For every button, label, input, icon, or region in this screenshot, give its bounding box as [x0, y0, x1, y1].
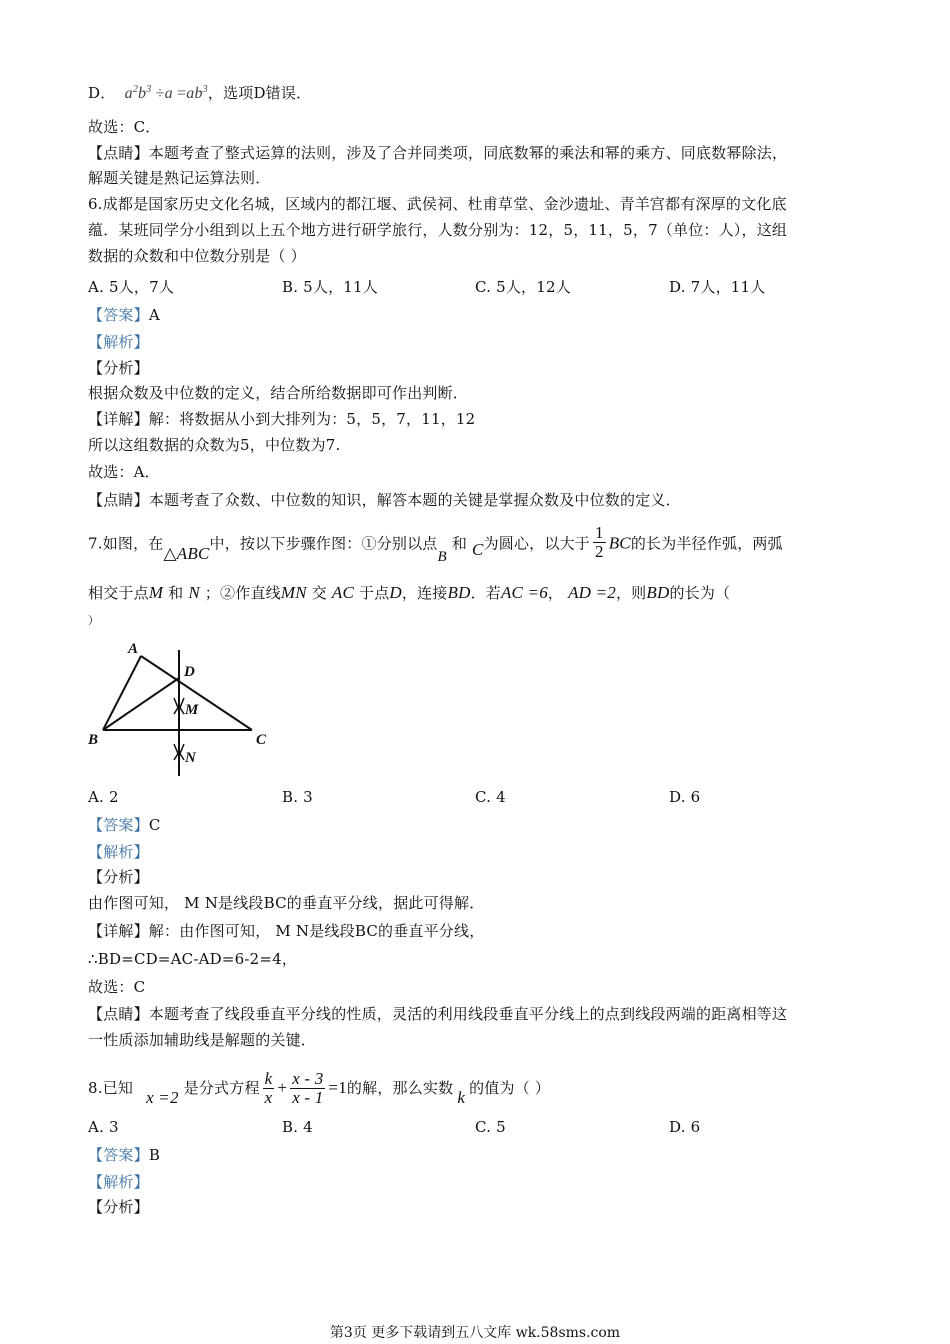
option-c: C. 4 — [475, 788, 506, 806]
label-d: D — [184, 664, 195, 680]
text-line: ） — [88, 614, 100, 627]
question-7-text: 相交于点M 和 N ；②作直线MN 交 AC 于点D，连接BD．若AC =6， AD =2，则BD的长为（ — [88, 583, 731, 602]
question-7-text: 7.如图，在△ABC中，按以下步骤作图：①分别以点B 和 C为圆心，以大于 $\frac{1}{2}$ BC的长为半径作弧，两弧 — [88, 523, 783, 565]
text-line: 【点睛】本题考查了整式运算的法则，涉及了合并同类项，同底数幂的乘法和幂的乘方、同底数幂除法， — [88, 144, 788, 162]
fenxi-label: 【分析】 — [88, 868, 149, 886]
fenxi-label: 【分析】 — [88, 359, 149, 377]
text-line: 【详解】解：将数据从小到大排列为：5，5，7，11，12 — [88, 410, 476, 428]
option-d: D. 6 — [669, 1118, 701, 1136]
text-line: 【点睛】本题考查了线段垂直平分线的性质，灵活的利用线段垂直平分线上的点到线段两端的距离相等这 — [88, 1005, 788, 1023]
text-line: 故选：A． — [88, 463, 160, 481]
option-d: D. 6 — [669, 788, 701, 806]
page-footer: 第3页 更多下载请到五八文库 wk.58sms.com — [329, 1325, 621, 1341]
answer-line: 【答案】C — [88, 816, 161, 834]
label-c: C — [256, 732, 267, 748]
fenxi-label: 【分析】 — [88, 1198, 149, 1216]
question-6-text: 数据的众数和中位数分别是（ ） — [88, 247, 306, 265]
option-c: C. 5人，12人 — [475, 278, 571, 296]
label-n: N — [185, 750, 196, 766]
text-line: 故选：C — [88, 978, 146, 996]
question-6-text: 6.成都是国家历史文化名城，区域内的都江堰、武侯祠、杜甫草堂、金沙遗址、青羊宫都有深厚的文化底 — [88, 195, 787, 213]
label-m: M — [185, 702, 199, 718]
option-c: C. 5 — [475, 1118, 506, 1136]
text-line: ∴BD=CD=AC-AD=6-2=4， — [88, 950, 298, 968]
text-line: 【点睛】本题考查了众数、中位数的知识，解答本题的关键是掌握众数及中位数的定义． — [88, 491, 681, 509]
label-a: A — [128, 641, 139, 657]
text-line: 根据众数及中位数的定义，结合所给数据即可作出判断． — [88, 384, 469, 402]
triangle-figure — [86, 638, 286, 786]
label-b: B — [88, 732, 99, 748]
text-line: 一性质添加辅助线是解题的关键． — [88, 1031, 317, 1049]
text-line: 所以这组数据的众数为5，中位数为7. — [88, 436, 341, 454]
jiexi-label: 【解析】 — [88, 1173, 149, 1191]
jiexi-label: 【解析】 — [88, 333, 149, 351]
text-line: 由作图可知， M N是线段BC的垂直平分线，据此可得解． — [88, 894, 485, 912]
option-a: A. 3 — [88, 1118, 119, 1136]
option-d: D. 7人，11人 — [669, 278, 766, 296]
answer-line: 【答案】A — [88, 306, 160, 324]
question-8-text: 8.已知 x =2 是分式方程 $\frac{k}{x}$ + $\frac{x - 3}{x - 1}$ =1的解，那么实数 k 的值为（ ） — [88, 1069, 551, 1107]
option-b: B. 5人，11人 — [282, 278, 378, 296]
option-b: B. 3 — [282, 788, 313, 806]
option-b: B. 4 — [282, 1118, 313, 1136]
line-option-d: D． $a^2b^3 \div a =ab^3$，选项D错误． — [88, 84, 312, 102]
text-line: 【详解】解：由作图可知， M N是线段BC的垂直平分线， — [88, 922, 485, 940]
option-a: A. 5人，7人 — [88, 278, 175, 296]
jiexi-label: 【解析】 — [88, 843, 149, 861]
answer-line: 【答案】B — [88, 1146, 161, 1164]
option-a: A. 2 — [88, 788, 119, 806]
question-6-text: 蕴．某班同学分小组到以上五个地方进行研学旅行，人数分别为：12，5，11，5，7（单位：人），这组 — [88, 221, 788, 239]
text-line: 解题关键是熟记运算法则． — [88, 169, 271, 187]
text-line: 故选：C． — [88, 118, 161, 136]
